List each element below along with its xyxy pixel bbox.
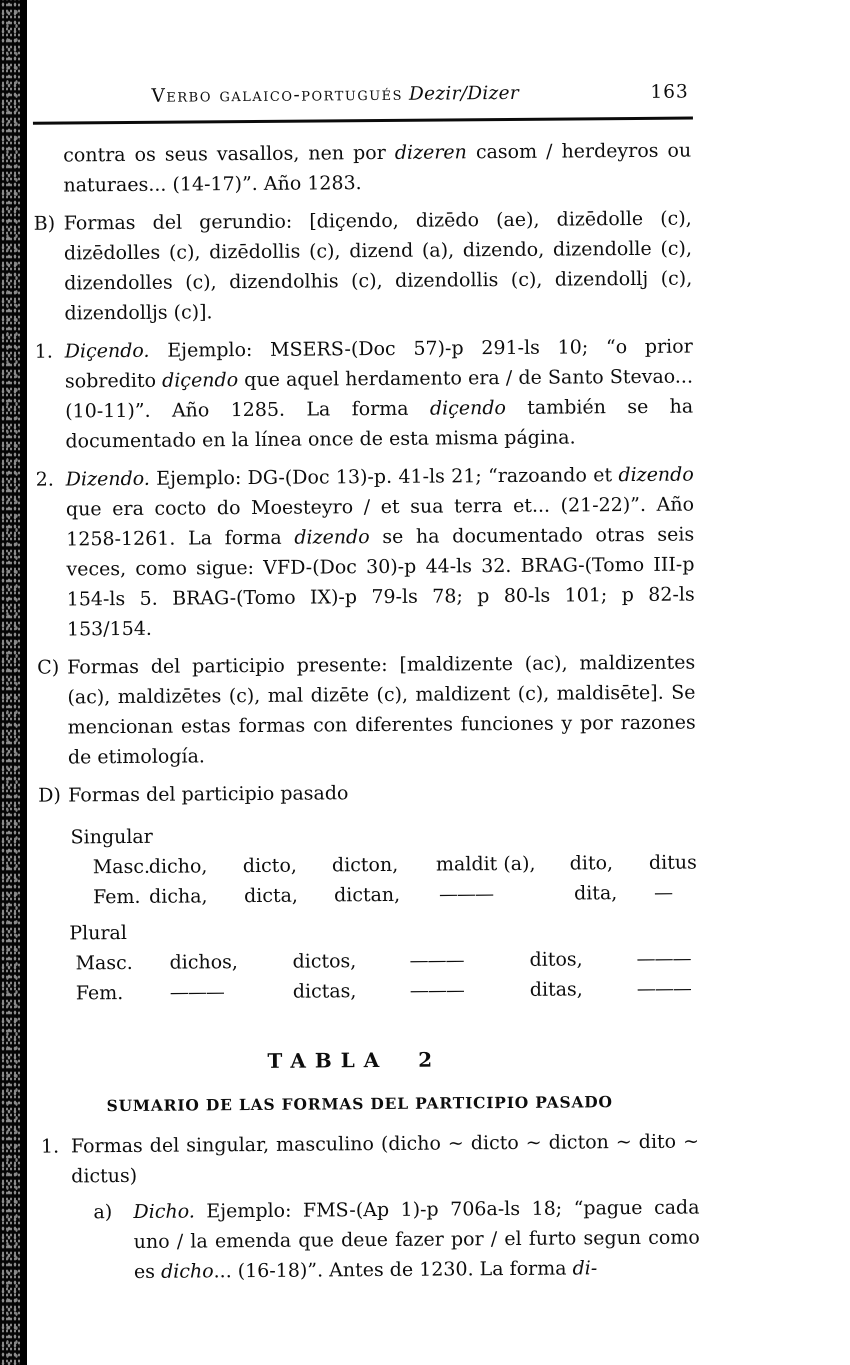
binding-gutter [0,0,27,1365]
list-item-text: Formas del singular, masculino (dicho ~ dicto ~ dicton ~ dito ~ dictus) [70,1130,700,1188]
list-item-label: 1. [34,340,53,363]
plural-group-label: Plural [69,921,128,945]
row-label: Masc. [92,855,151,879]
running-header [63,82,691,113]
table-cell-dash: ——— [636,977,691,1000]
paragraph-gerundio [33,204,693,329]
header-title-italic: Dezir/Dizer [408,82,520,105]
table-cell-dash: ——— [636,947,691,970]
table-row-plural-fem [70,974,698,1009]
table-cell: dichos, [169,951,238,974]
singular-group-label: Singular [70,825,153,849]
table-cell: dictos, [292,950,357,973]
participle-forms-table [68,818,697,1009]
table-cell-dash: ——— [409,979,464,1002]
paragraph-text: Formas del participio pasado [68,782,349,807]
paragraph-text: contra os seus vasallos, nen por dizeren casom / herdeyros ou naturaes... (14-17)”. Año 1283. [63,139,692,197]
paragraph-text: Formas del gerundio: [diçendo, dizēdo (ae), dizēdolle (c), dizēdolles (c), dizēdollis (c), dizend (a), dizendo, dizendolle (c), dizendolles (c), dizendolhis (c), dizendollis (c), dizendollj (c), dizendolljs (c)]. [63,207,693,325]
header-title [63,82,608,107]
table-cell: dicho, [148,855,208,878]
list-item-label: 2. [35,468,54,491]
table-row-plural-masc [69,944,697,979]
table-cell: dicha, [148,885,208,908]
table-cell: dicton, [331,853,399,877]
list-item-text: Diçendo. Ejemplo: MSERS-(Doc 57)-p 291-ls 10; “o prior sobredito diçendo que aquel herdamento era / de Santo Stevao... (10-11)”. Año 1285. La forma diçendo también se ha documentado en la línea once de esta misma página. [64,335,694,453]
list-item-text: Dizendo. Ejemplo: DG-(Doc 13)-p. 41-ls 21; “razoando et dizendo que era cocto do Moesteyro / et sua terra et... (21-22)”. Año 1258-1261. La forma dizendo se ha documentado otras seis veces, como sigue: VFD-(Doc 30)-p 44-ls 32. BRAG-(Tomo III-p 154-ls 5. BRAG-(Tomo IX)-p 79-ls 78; p 80-ls 101; p 82-ls 153/154. [65,463,695,641]
table-cell: dictan, [333,883,401,907]
paragraph-participio-pasado [38,776,696,811]
list-item-text: Dicho. Ejemplo: FMS-(Ap 1)-p 706a-ls 18; “pague cada uno / la emenda que deue fazer por / el furto segun como es dicho... (16-18)”. Antes de 1230. La forma di- [133,1196,700,1283]
paragraph-text: Formas del participio presente: [maldizente (ac), maldizentes (ac), maldizētes (c), mal dizēte (c), maldizent (c), maldisēte]. Se mencionan estas formas con diferentes funciones y por razones de etimología. [67,651,696,769]
table-cell-dash: ——— [169,981,224,1004]
table-cell-dash: — [653,881,673,904]
table-row-singular-masc [69,848,697,883]
header-title-caps: Verbo galaico-portugués [151,83,404,107]
table-cell: dita, [573,882,618,905]
table-cell: ditos, [529,948,583,971]
tabla-2-subheading: SUMARIO DE LAS FORMAS DEL PARTICIPIO PASADO [106,1092,613,1116]
paragraph-label: D) [38,784,61,807]
table-row-singular-fem [69,878,697,913]
table-cell-dash: ——— [409,949,464,972]
list-item-dizendo [35,460,695,645]
body-text [33,136,696,811]
table-cell: dicto, [242,854,297,878]
row-label: Masc. [75,951,133,975]
list-item-dicho-ejemplo [93,1192,700,1286]
table-cell: dito, [569,852,614,875]
page-number: 163 [650,81,689,103]
table-cell: maldit (a), [435,852,536,876]
row-label: Fem. [92,885,141,909]
table-cell: dicta, [243,884,299,908]
paragraph-label: B) [33,212,56,235]
header-rule [33,117,693,125]
table-cell-dash: ——— [438,883,494,906]
table-cell: ditas, [529,978,583,1001]
paragraph-continuation [63,136,691,201]
list-item-singular-masculino [40,1126,700,1191]
table-cell: ditus [648,851,697,874]
table-cell: dictas, [292,980,357,1003]
tabla-2-items [40,1126,700,1287]
paragraph-participio-presente [37,648,696,773]
paragraph-label: C) [37,656,60,679]
list-item-dicendo [34,332,694,457]
page-content [33,0,700,1287]
list-item-label: a) [93,1201,113,1224]
row-label: Fem. [75,982,124,1005]
tabla-2-heading: TABLA 2 [267,1047,442,1073]
list-item-label: 1. [40,1135,60,1158]
